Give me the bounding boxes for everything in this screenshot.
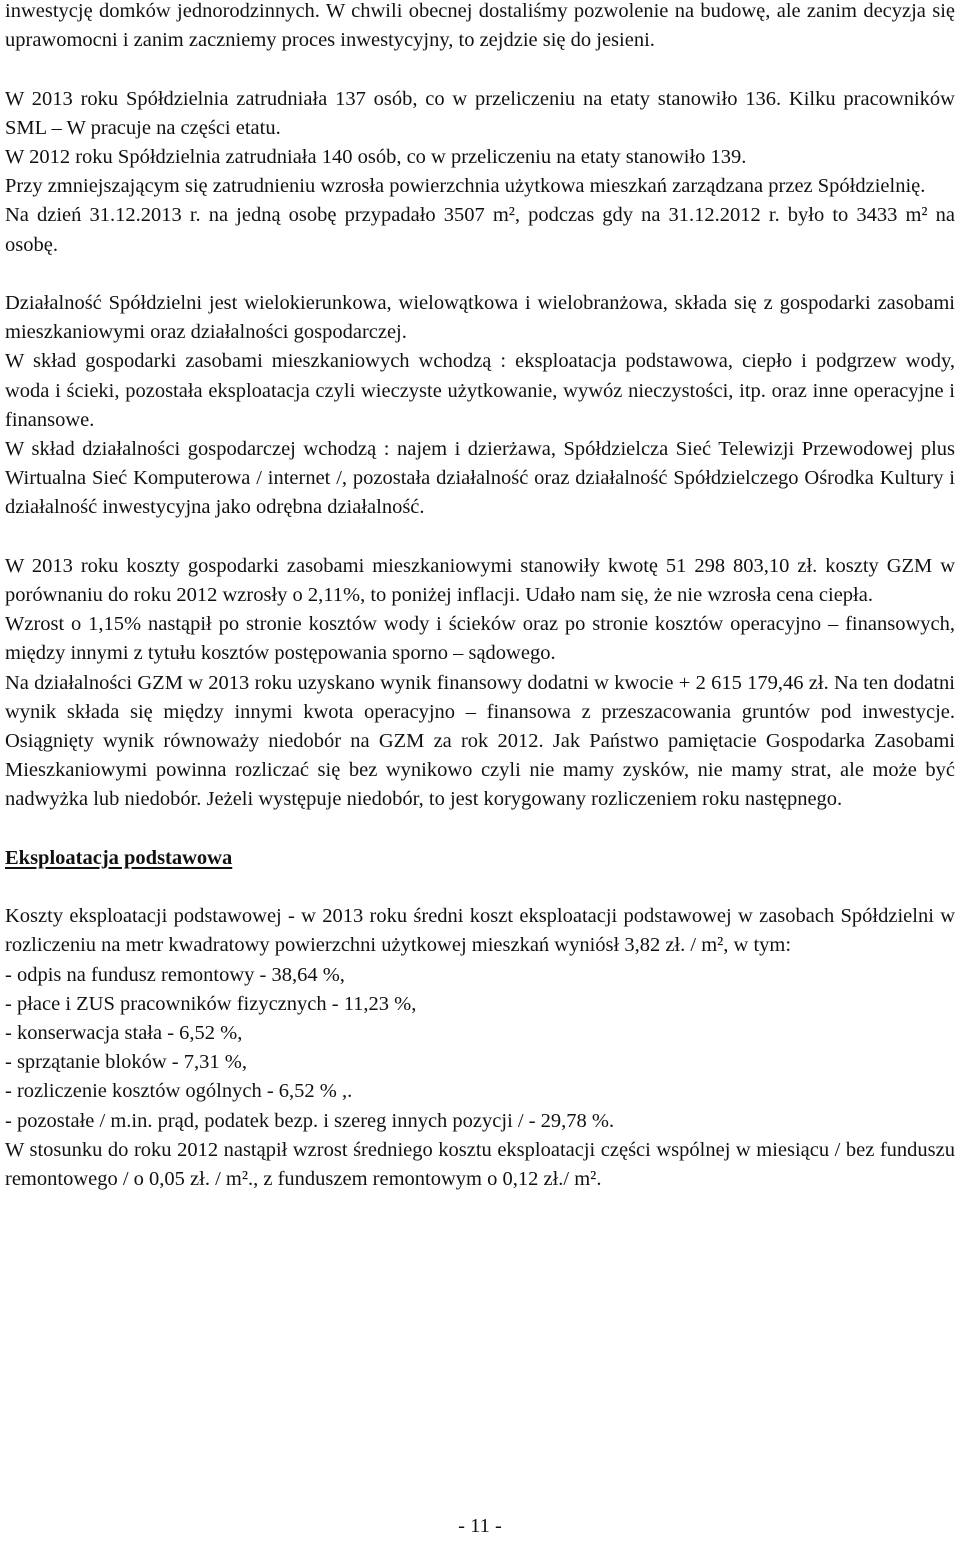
spacer bbox=[5, 873, 955, 902]
cost-comparison-paragraph: W stosunku do roku 2012 nastąpił wzrost średniego kosztu eksploatacji części wspólnej w miesiącu / bez funduszu remontowego / o 0,05 zł. / m²., z funduszem remontowym o 0,12 zł./ m². bbox=[5, 1138, 955, 1191]
list-item: - sprzątanie bloków - 7,31 %, bbox=[5, 1051, 247, 1074]
financial-result-paragraph: Na działalności GZM w 2013 roku uzyskano wynik finansowy dodatni w kwocie + 2 615 179,46 zł. Na ten dodatni wynik składa się między innymi kwota operacyjno – finansowa z przeszacowania gruntów pod inwestycje. Osiągnięty wynik równoważy niedobór na GZM za rok 2012. Jak Państwo pamiętacie Gospodarka Zasobami Mieszkaniowymi powinna rozliczać się bez wynikowo czyli nie mamy zysków, nie mamy strat, ale może być nadwyżka lub niedobór. Jeżeli występuje niedobór, to jest korygowany rozliczeniem roku następnego. bbox=[5, 671, 955, 811]
spacer bbox=[5, 523, 955, 552]
spacer bbox=[5, 260, 955, 289]
cost-increase-paragraph: Wzrost o 1,15% nastąpił po stronie kosztów wody i ścieków oraz po stronie kosztów operacyjno – finansowych, między innymi z tytułu kosztów postępowania sporno – sądowego. bbox=[5, 613, 955, 665]
list-item: - pozostałe / m.in. prąd, podatek bezp. i szereg innych pozycji / - 29,78 %. bbox=[5, 1109, 615, 1132]
list-item: - odpis na fundusz remontowy - 38,64 %, bbox=[5, 963, 345, 986]
costs-paragraph: W 2013 roku koszty gospodarki zasobami mieszkaniowymi stanowiły kwotę 51 298 803,10 zł. koszty GZM w porównaniu do roku 2012 wzrosły o 2,11%, to poniżej inflacji. Udało nam się, że nie wzrosła cena ciepła. bbox=[5, 554, 955, 607]
activity-paragraph: Działalność Spółdzielni jest wielokierunkowa, wielowątkowa i wielobranżowa, składa się z gospodarki zasobami mieszkaniowymi oraz działalności gospodarczej. bbox=[5, 292, 955, 344]
list-item: - rozliczenie kosztów ogólnych - 6,52 % ,. bbox=[5, 1080, 353, 1103]
housing-economy-paragraph: W skład gospodarki zasobami mieszkaniowych wchodzą : eksploatacja podstawowa, ciepło i podgrzew wody, woda i ścieki, pozostała eksploatacja czyli wieczyste użytkowanie, wywóz nieczystości, itp. oraz inne operacyjne i finansowe. bbox=[5, 350, 955, 431]
employment-2012-paragraph: W 2012 roku Spółdzielnia zatrudniała 140 osób, co w przeliczeniu na etaty stanowiło 139. bbox=[5, 146, 747, 168]
employment-2013-paragraph: W 2013 roku Spółdzielnia zatrudniała 137 osób, co w przeliczeniu na etaty stanowiło 136. Kilku pracowników SML – W pracuje na części etatu. bbox=[5, 87, 955, 139]
floor-area-paragraph: Przy zmniejszającym się zatrudnieniu wzrosła powierzchnia użytkowa mieszkań zarządzana przez Spółdzielnię. bbox=[5, 175, 926, 198]
list-item: - płace i ZUS pracowników fizycznych - 11,23 %, bbox=[5, 992, 417, 1015]
intro-paragraph: inwestycję domków jednorodzinnych. W chwili obecnej dostaliśmy pozwolenie na budowę, ale zanim decyzja się uprawomocni i zanim zaczniemy proces inwestycyjny, to zejdzie się do jesieni. bbox=[5, 0, 955, 52]
document-page bbox=[5, 0, 955, 1194]
spacer bbox=[5, 55, 955, 84]
exploitation-costs-paragraph: Koszty eksploatacji podstawowej - w 2013 roku średni koszt eksploatacji podstawowej w zasobach Spółdzielni w rozliczeniu na metr kwadratowy powierzchni użytkowej mieszkań wyniósł 3,82 zł. / m², w tym: bbox=[5, 905, 955, 957]
section-heading: Eksploatacja podstawowa bbox=[5, 846, 233, 869]
spacer bbox=[5, 815, 955, 844]
area-per-person-paragraph: Na dzień 31.12.2013 r. na jedną osobę przypadało 3507 m², podczas gdy na 31.12.2012 r. było to 3433 m² na osobę. bbox=[5, 204, 955, 256]
business-activity-paragraph: W skład działalności gospodarczej wchodzą : najem i dzierżawa, Spółdzielcza Sieć Telewizji Przewodowej plus Wirtualna Sieć Komputerowa / internet /, pozostała działalność oraz działalność Spółdzielczego Ośrodka Kultury i działalność inwestycyjna jako odrębna działalność. bbox=[5, 438, 955, 519]
list-item: - konserwacja stała - 6,52 %, bbox=[5, 1022, 243, 1045]
page-number: - 11 - bbox=[458, 1515, 502, 1537]
cost-breakdown-list bbox=[5, 961, 955, 1136]
